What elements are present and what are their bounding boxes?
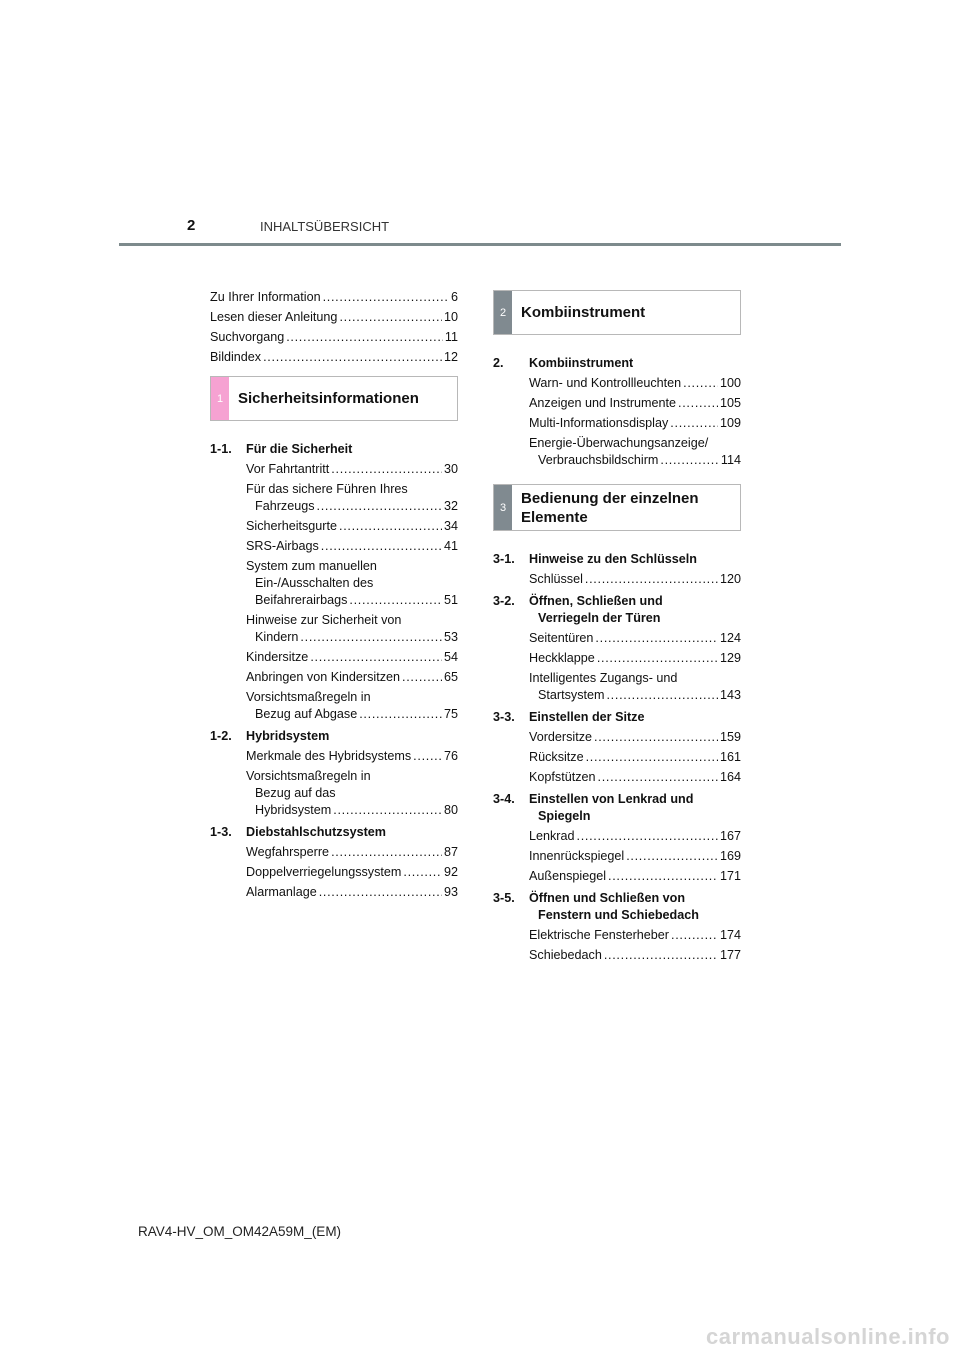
dot-leader [286,327,443,347]
intro-list [210,287,458,367]
entry-label: Kopfstützen [529,770,596,784]
dot-leader [608,868,718,885]
section-heading[interactable] [210,728,458,745]
toc-entry[interactable] [529,650,741,667]
dot-leader [678,395,718,412]
entry-last-line [246,538,458,555]
entry-label: Intelligentes Zugangs- und [529,671,678,685]
entry-label: Hybridsystem [255,803,332,817]
entry-page: 124 [719,631,741,645]
section-number: 2. [493,356,504,370]
toc-entry[interactable] [210,307,458,327]
section-entries [210,844,458,901]
chapter-title: Bedienung der einzelnen Elemente [521,490,699,526]
section-title-line: Diebstahlschutzsystem [246,825,386,839]
entry-page: 51 [443,593,458,607]
entry-page: 161 [719,750,741,764]
entry-last-line [246,844,458,861]
entry-last-line [246,864,458,881]
entry-page: 114 [720,453,741,467]
dot-leader [606,687,718,704]
entry-page: 129 [719,651,741,665]
entry-last-line [246,706,458,723]
watermark: carmanualsonline.info [706,1324,950,1349]
toc-entry[interactable] [529,630,741,647]
entry-label: Fahrzeugs [255,499,315,513]
section-entries [493,630,741,704]
entry-label: Lesen dieser Anleitung [210,310,338,324]
section-entries [493,571,741,588]
dot-leader [263,347,442,367]
section-heading[interactable] [493,791,741,825]
section-title [529,355,633,372]
entry-last-line [529,729,741,746]
dot-leader [671,927,718,944]
entry-label: Außenspiegel [529,869,607,883]
entry-page: 87 [443,845,458,859]
entry-page: 92 [443,865,458,879]
entry-label: Vordersitze [529,730,592,744]
chapter-1-header[interactable] [210,376,458,421]
entry-last-line [529,947,741,964]
dot-leader [604,947,718,964]
section-heading[interactable] [493,355,741,372]
section-title [529,709,644,726]
section-number: 1-2. [210,729,232,743]
entry-last-line [529,452,741,469]
dot-leader [598,769,718,786]
toc-entry[interactable] [529,571,741,588]
entry-label: Warn- und Kontrollleuchten [529,376,682,390]
toc-entry[interactable] [246,538,458,555]
dot-leader [300,629,442,646]
toc-entry[interactable] [529,868,741,885]
entry-page: 10 [443,310,458,324]
section-title [529,791,693,825]
chapter-title: Sicherheitsinformationen [238,390,419,407]
toc-entry[interactable] [246,518,458,535]
dot-leader [359,706,442,723]
entry-last-line [529,650,741,667]
section-title-line: Fenstern und Schiebedach [538,908,699,922]
entry-label: Schlüssel [529,572,583,586]
entry-label: Bildindex [210,350,262,364]
toc-entry[interactable] [529,415,741,432]
dot-leader [594,729,718,746]
page-header [0,0,960,250]
section-entries [493,828,741,885]
section-entries [210,461,458,723]
toc-left-column [210,287,458,901]
dot-leader [402,669,442,686]
section-title-line: Spiegeln [538,809,591,823]
entry-label: Wegfahrsperre [246,845,330,859]
toc-entry[interactable] [529,375,741,392]
dot-leader [626,848,718,865]
entry-label: Hinweise zur Sicherheit von [246,613,402,627]
section-title-line: Verriegeln der Türen [538,611,661,625]
entry-page: 100 [719,376,741,390]
section-heading[interactable] [493,551,741,568]
entry-label: SRS-Airbags [246,539,319,553]
toc-entry[interactable] [210,327,458,347]
toc-entry[interactable] [246,844,458,861]
dot-leader [349,592,442,609]
section-title [529,593,663,627]
dot-leader [670,415,718,432]
entry-page: 80 [443,803,458,817]
toc-entry[interactable] [246,689,458,723]
entry-page: 169 [719,849,741,863]
toc-entry[interactable] [246,612,458,646]
toc-entry[interactable] [210,347,458,367]
entry-label: Energie-Überwachungsanzeige/ [529,436,709,450]
dot-leader [586,749,718,766]
dot-leader [333,802,442,819]
entry-page: 6 [450,290,458,304]
section-entries [493,375,741,469]
chapter-tab: 1 [211,377,229,420]
entry-label: Sicherheitsgurte [246,519,338,533]
section-entries [210,748,458,819]
entry-page: 11 [444,330,458,344]
entry-label: Anbringen von Kindersitzen [246,670,401,684]
dot-leader [585,571,718,588]
entry-label: Seitentüren [529,631,594,645]
entry-label: Ein-/Ausschalten des [255,576,374,590]
chapter-1-sections [210,441,458,901]
entry-page: 75 [443,707,458,721]
toc-entry[interactable] [246,669,458,686]
toc-entry[interactable] [246,884,458,901]
dot-leader [339,518,442,535]
section-title [529,890,699,924]
toc-entry[interactable] [246,748,458,765]
entry-last-line [246,461,458,478]
entry-last-line [529,927,741,944]
entry-label: Kindern [255,630,299,644]
entry-last-line [246,802,458,819]
toc-entry[interactable] [529,395,741,412]
section-entries [493,729,741,786]
toc-entry[interactable] [529,729,741,746]
section-number: 3-4. [493,792,515,806]
entry-label: Verbrauchsbildschirm [538,453,659,467]
entry-page: 65 [443,670,458,684]
entry-last-line [246,592,458,609]
section-title [529,551,697,568]
entry-page: 30 [443,462,458,476]
entry-last-line [529,375,741,392]
entry-page: 174 [719,928,741,942]
entry-last-line [529,571,741,588]
toc-entry[interactable] [210,287,458,307]
dot-leader [577,828,718,845]
chapter-3-sections [493,551,741,964]
toc-entry[interactable] [246,558,458,609]
dot-leader [403,864,442,881]
entry-label: Startsystem [538,688,605,702]
entry-last-line [246,649,458,666]
entry-page: 159 [719,730,741,744]
entry-last-line [529,687,741,704]
entry-last-line [246,498,458,515]
section-title-line: Hinweise zu den Schlüsseln [529,552,697,566]
header-title: INHALTSÜBERSICHT [260,219,390,234]
entry-page: 54 [443,650,458,664]
header-rule [119,243,841,246]
section-title [246,728,329,745]
entry-label: Bezug auf Abgase [255,707,358,721]
toc-entry[interactable] [246,649,458,666]
chapter-2-header[interactable] [493,290,741,335]
entry-last-line [246,518,458,535]
entry-last-line [529,868,741,885]
entry-last-line [529,749,741,766]
entry-last-line [529,848,741,865]
toc-entry[interactable] [246,768,458,819]
chapter-tab: 2 [494,291,512,334]
toc-entry[interactable] [246,481,458,515]
entry-label: Beifahrerairbags [255,593,348,607]
entry-page: 143 [719,688,741,702]
entry-label: Vor Fahrtantritt [246,462,330,476]
dot-leader [597,650,718,667]
section-number: 1-1. [210,442,232,456]
section-title [246,824,386,841]
toc-entry[interactable] [529,848,741,865]
entry-page: 164 [719,770,741,784]
entry-label: Lenkrad [529,829,575,843]
entry-label: System zum manuellen [246,559,377,573]
entry-last-line [246,669,458,686]
entry-page: 12 [443,350,458,364]
entry-label: Für das sichere Führen Ihres [246,482,408,496]
entry-label: Vorsichtsmaßregeln in [246,690,371,704]
entry-page: 41 [443,539,458,553]
toc-entry[interactable] [529,828,741,845]
chapter-title: Kombiinstrument [521,304,646,321]
entry-label: Anzeigen und Instrumente [529,396,677,410]
dot-leader [331,844,442,861]
section-title-line: Hybridsystem [246,729,330,743]
entry-page: 53 [443,630,458,644]
toc-entry[interactable] [529,749,741,766]
toc-entry[interactable] [529,947,741,964]
entry-label: Heckklappe [529,651,595,665]
entry-last-line [246,629,458,646]
entry-page: 93 [443,885,458,899]
section-number: 3-5. [493,891,515,905]
section-title-line: Öffnen, Schließen und [529,594,663,608]
section-title-line: Einstellen der Sitze [529,710,645,724]
section-heading[interactable] [493,709,741,726]
toc-entry[interactable] [529,435,741,469]
entry-label: Zu Ihrer Information [210,290,321,304]
toc-entry[interactable] [529,927,741,944]
section-entries [493,927,741,964]
entry-label: Innenrückspiegel [529,849,625,863]
section-title-line: Kombiinstrument [529,356,634,370]
page-number: 2 [187,217,196,234]
entry-page: 177 [719,948,741,962]
entry-page: 34 [443,519,458,533]
entry-label: Kindersitze [246,650,309,664]
toc-right-column [493,290,741,964]
entry-label: Alarmanlage [246,885,317,899]
chapter-3-header[interactable] [493,484,741,531]
dot-leader [339,307,442,327]
section-heading[interactable] [210,824,458,841]
entry-last-line [246,884,458,901]
entry-label: Bezug auf das [255,786,336,800]
entry-label: Doppelverriegelungssystem [246,865,402,879]
section-number: 3-2. [493,594,515,608]
section-heading[interactable] [493,890,741,924]
dot-leader [323,287,449,307]
entry-page: 167 [719,829,741,843]
entry-last-line [529,395,741,412]
entry-page: 120 [719,572,741,586]
toc-entry[interactable] [529,670,741,704]
dot-leader [683,375,718,392]
dot-leader [310,649,442,666]
toc-entry[interactable] [246,461,458,478]
toc-entry[interactable] [529,769,741,786]
entry-label: Multi-Informationsdisplay [529,416,669,430]
dot-leader [317,498,442,515]
section-title-line: Für die Sicherheit [246,442,353,456]
entry-label: Elektrische Fensterheber [529,928,669,942]
entry-last-line [529,630,741,647]
entry-label: Suchvorgang [210,330,285,344]
entry-page: 105 [719,396,741,410]
chapter-tab: 3 [494,485,512,530]
entry-page: 76 [443,749,458,763]
section-title-line: Einstellen von Lenkrad und [529,792,694,806]
section-title [246,441,352,458]
entry-page: 171 [719,869,741,883]
dot-leader [319,884,442,901]
entry-page: 32 [443,499,458,513]
dot-leader [595,630,718,647]
section-number: 3-1. [493,552,515,566]
dot-leader [331,461,442,478]
entry-last-line [246,748,458,765]
section-title-line: Öffnen und Schließen von [529,891,686,905]
section-heading[interactable] [210,441,458,458]
entry-page: 109 [719,416,741,430]
chapter-2-sections [493,355,741,469]
dot-leader [660,452,719,469]
entry-last-line [529,415,741,432]
dot-leader [321,538,442,555]
entry-last-line [529,828,741,845]
entry-label: Merkmale des Hybridsystems [246,749,412,763]
section-number: 3-3. [493,710,515,724]
section-heading[interactable] [493,593,741,627]
dot-leader [413,748,442,765]
section-number: 1-3. [210,825,232,839]
entry-label: Rücksitze [529,750,584,764]
entry-label: Schiebedach [529,948,602,962]
toc-entry[interactable] [246,864,458,881]
entry-last-line [529,769,741,786]
document-code: RAV4-HV_OM_OM42A59M_(EM) [138,1224,342,1239]
entry-label: Vorsichtsmaßregeln in [246,769,371,783]
